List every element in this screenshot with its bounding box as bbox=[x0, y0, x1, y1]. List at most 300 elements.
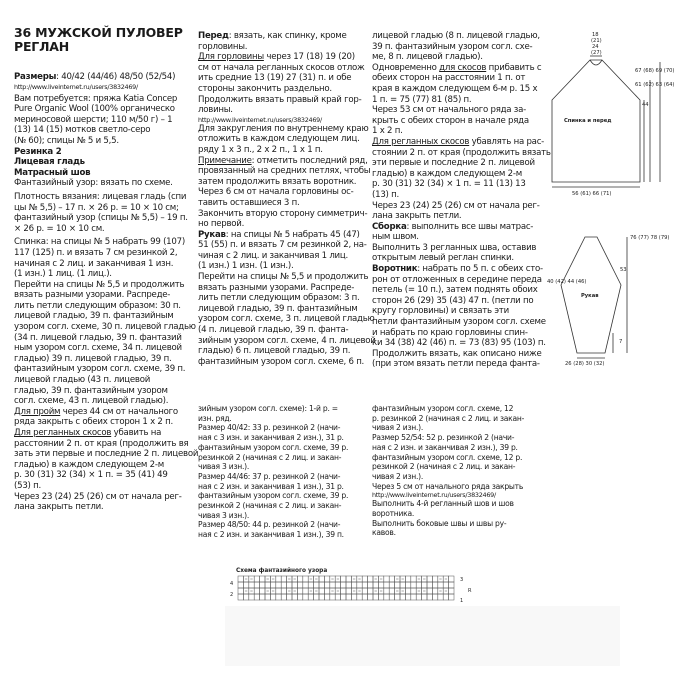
chart-cell bbox=[346, 594, 351, 600]
chart-cell bbox=[389, 582, 394, 588]
text-line: : набрать по 5 п. с обеих сто- bbox=[417, 264, 543, 275]
text-line: через 44 см от начального bbox=[60, 406, 178, 417]
text-line: 1 п. = 75 (77) 81 (85) п. bbox=[372, 94, 472, 105]
text-line: и набрать по краю горловины спин- bbox=[372, 327, 528, 338]
text-line: гладью) 6 п. лицевой гладью, 39 п. bbox=[198, 346, 351, 357]
text-line: гладью, 39 п. фантазийным узором bbox=[14, 385, 168, 396]
chart-cell bbox=[292, 594, 297, 600]
chart-cell bbox=[384, 582, 389, 588]
text-line: чивая 3 изн.). bbox=[198, 510, 250, 520]
chart-cell bbox=[384, 588, 389, 594]
text-line: зать эти первые и последние 2 п. лицевой bbox=[14, 449, 199, 460]
text-line: вязать разными узорами. Распреде- bbox=[14, 290, 171, 301]
text-line: ным швом. bbox=[372, 232, 419, 243]
text-line: цы № 5,5) – 17 п. × 26 р. = 10 × 10 см; bbox=[14, 202, 179, 213]
text-line: Плотность вязания: лицевая гладь (спи bbox=[14, 191, 187, 202]
text-line: (4 п. лицевой гладью, 39 п. фанта- bbox=[198, 325, 349, 336]
chart-cell bbox=[449, 588, 454, 594]
collar-label: Воротник bbox=[372, 264, 418, 275]
text-line: края в каждом следующем 6-м р. 15 х bbox=[372, 83, 538, 94]
chart-cell bbox=[405, 594, 410, 600]
page-title bbox=[14, 26, 183, 54]
dim-right: 53 bbox=[620, 267, 627, 273]
column-3-bottom bbox=[372, 404, 532, 538]
text-line: (при этом вязать петли переда фанта- bbox=[372, 359, 540, 370]
chart-cell bbox=[335, 582, 340, 588]
chart-cell bbox=[303, 588, 308, 594]
text-line: лицевой гладью, 39 п. фантазийным bbox=[14, 311, 174, 322]
text-line: (№ 60); спицы № 5 и 5,5. bbox=[14, 135, 119, 146]
chart-cell bbox=[260, 582, 265, 588]
chart-cell bbox=[341, 594, 346, 600]
chart-cell bbox=[427, 576, 432, 582]
column-2 bbox=[198, 31, 376, 367]
text-line: петли фантазийным узором согл. схеме bbox=[372, 317, 546, 328]
text-line: ная с 2 изн. и заканчивая 1 изн.), 39 п. bbox=[198, 530, 344, 540]
text-line: × 26 р. = 10 × 10 см. bbox=[14, 223, 105, 234]
chart-grid bbox=[238, 576, 454, 600]
text-line: кругу горловины) и связать эти bbox=[372, 306, 509, 317]
armhole bbox=[14, 407, 178, 418]
chart-cell bbox=[319, 576, 324, 582]
text-line: ме, 8 п. лицевой гладью). bbox=[372, 52, 483, 63]
chart-cell bbox=[411, 576, 416, 582]
chart-cell bbox=[389, 594, 394, 600]
text-line: ная с 3 изн. и заканчивая 2 изн.), 31 р. bbox=[198, 433, 344, 443]
text-line: 117 (125) п. и вязать 7 см резинкой 2, bbox=[14, 247, 178, 258]
source-url: http://www.liveinternet.ru/users/3832469/ bbox=[372, 491, 496, 500]
dim-right: 67 (68) 69 (70) bbox=[635, 68, 675, 74]
text-line: (1 изн.) 1 лиц. (1 лиц.). bbox=[14, 269, 112, 280]
text-line: обеих сторон на расстоянии 1 п. от bbox=[372, 73, 526, 84]
source-url: http://www.liveinternet.ru/users/3832469/ bbox=[198, 115, 322, 124]
text-line: чивая 2 изн.). bbox=[372, 423, 424, 433]
text-line: Размер 52/54: 52 р. резинкой 2 (начи- bbox=[372, 433, 515, 443]
chart-cell bbox=[373, 594, 378, 600]
stitch-fancy: Фантазийный узор: вязать по схеме. bbox=[14, 178, 173, 189]
text-line: отложить в каждом следующем лиц. bbox=[198, 134, 360, 145]
text-line: 39 п. фантазийным узором согл. схе- bbox=[372, 41, 533, 52]
chart-cell bbox=[405, 582, 410, 588]
text-line: 51 (55) п. и вязать 7 см резинкой 2, на- bbox=[198, 240, 367, 251]
chart-cell bbox=[411, 594, 416, 600]
text-line: Продолжить вязать правый край гор- bbox=[198, 94, 362, 105]
dim-top: (27) bbox=[591, 50, 602, 56]
chart-cell bbox=[432, 576, 437, 582]
chart-cell bbox=[297, 576, 302, 582]
text-line: лить петли следующим образом: 30 п. bbox=[14, 300, 181, 311]
chart-cell bbox=[238, 582, 243, 588]
text-line: Размер 40/42: 33 р. резинкой 2 (начи- bbox=[198, 423, 341, 433]
row-label: 3 bbox=[460, 577, 464, 583]
chart-cell bbox=[427, 582, 432, 588]
chart-cell bbox=[432, 594, 437, 600]
stitch-rib: Резинка 2 bbox=[14, 146, 62, 157]
column-1 bbox=[14, 72, 199, 513]
chart-cell bbox=[314, 582, 319, 588]
text-line: Выполнить 4-й регланный шов и шов bbox=[372, 499, 514, 509]
text-line: : отметить последний ряд, bbox=[251, 155, 368, 166]
chart-cell bbox=[411, 582, 416, 588]
chart-cell bbox=[324, 594, 329, 600]
chart-cell bbox=[443, 582, 448, 588]
text-line: резинкой 2 (начиная с 2 лиц. и закан- bbox=[198, 501, 342, 511]
text-line: Через 23 (24) 25 (26) см от начала рег- bbox=[14, 491, 182, 502]
text-line: рон от отложенных в середине переда bbox=[372, 274, 542, 285]
chart-cell bbox=[411, 588, 416, 594]
chart-cell bbox=[362, 594, 367, 600]
dim-top: (21) bbox=[591, 38, 602, 44]
text-line: ловины. bbox=[198, 105, 233, 116]
text-line: убавить на bbox=[111, 428, 162, 438]
text-line: гладью) 39 п. лицевой гладью, 39 п. bbox=[14, 353, 172, 364]
increase-label: для скосов bbox=[439, 62, 487, 73]
text-line: воротника. bbox=[372, 509, 415, 519]
text-line: р. 30 (31) 32 (34) × 1 п. = 35 (41) 49 bbox=[14, 470, 168, 481]
chart-cell bbox=[449, 576, 454, 582]
dim-bottom: 26 (28) 30 (32) bbox=[565, 361, 605, 367]
chart-cell bbox=[427, 588, 432, 594]
chart-cell bbox=[324, 576, 329, 582]
text-line: резинкой 2 (начиная с 2 лиц. и закан- bbox=[198, 452, 342, 462]
pattern-chart bbox=[230, 566, 480, 606]
chart-cell bbox=[400, 582, 405, 588]
text-line: р. резинкой 2 (начиная с 2 лиц. и закан- bbox=[372, 413, 525, 423]
text-line: кавов. bbox=[372, 528, 396, 538]
note-label: Примечание bbox=[198, 155, 252, 166]
chart-cell bbox=[395, 582, 400, 588]
text-line: лана закрыть петли. bbox=[14, 502, 104, 513]
chart-cell bbox=[238, 594, 243, 600]
text-line: лицевой гладью (8 п. лицевой гладью, bbox=[372, 31, 540, 41]
chart-cell bbox=[351, 582, 356, 588]
chart-cell bbox=[357, 594, 362, 600]
text-line: лить петли следующим образом: 3 п. bbox=[198, 293, 360, 304]
chart-cell bbox=[297, 582, 302, 588]
text-line: Выполнить 3 регланных шва, оставив bbox=[372, 242, 537, 253]
chart-cell bbox=[276, 588, 281, 594]
chart-cell bbox=[314, 594, 319, 600]
text-line: : на спицы № 5 набрать 45 (47) bbox=[225, 229, 360, 240]
chart-cell bbox=[260, 576, 265, 582]
text-line: чиная с 2 лиц. и заканчивая 1 лиц. bbox=[198, 250, 348, 261]
text-line: (13) 14 (15) мотков светло-серо bbox=[14, 125, 151, 136]
chart-cell bbox=[265, 582, 270, 588]
stitch-stockinette: Лицевая гладь bbox=[14, 157, 85, 168]
chart-cell bbox=[341, 576, 346, 582]
text-line: чивая 2 изн.). bbox=[372, 471, 424, 481]
materials bbox=[14, 94, 178, 147]
text-line: Для закругления по внутреннему краю bbox=[198, 123, 369, 134]
text-line: Через 23 (24) 25 (26) см от начала рег- bbox=[372, 200, 540, 211]
sizes: Размеры: 40/42 (44/46) 48/50 (52/54) bbox=[14, 72, 176, 82]
text-line: открытым левый реглан спинки. bbox=[372, 253, 514, 264]
chart-cell bbox=[303, 582, 308, 588]
chart-title: Схема фантазийного узора bbox=[236, 568, 328, 574]
text-line: провязанный на средних петлях, чтобы bbox=[198, 166, 371, 177]
chart-cell bbox=[395, 594, 400, 600]
text-line: (34 п. лицевой гладью, 39 п. фантазий bbox=[14, 332, 182, 343]
text-line: Через 5 см от начального ряда закрыть bbox=[372, 481, 524, 491]
text-line: ряду 1 х 3 п., 2 х 2 п., 1 х 1 п. bbox=[198, 144, 323, 155]
text-line: фантазийным узором согл. схеме, 12 р. bbox=[372, 452, 523, 462]
text-line: : выполнить все швы матрас- bbox=[406, 221, 534, 232]
row-label: R bbox=[468, 588, 472, 594]
dim-right: 76 (77) 78 (79) bbox=[630, 235, 670, 241]
text-line: лицевой гладью (43 п. лицевой bbox=[14, 375, 151, 386]
column-2-bottom bbox=[198, 404, 358, 540]
text-line: Pure Organic Wool (100% органическо bbox=[14, 104, 175, 115]
chart-cell bbox=[335, 594, 340, 600]
text-line: ным узором согл. схеме, 34 п. лицевой bbox=[14, 343, 182, 354]
text-line: р. 30 (31) 32 (34) × 1 п. = 11 (13) 13 bbox=[372, 179, 526, 190]
chart-cell bbox=[373, 582, 378, 588]
text-line: фантазийным узором согл. схеме, 39 р. bbox=[198, 491, 349, 501]
text-line: ная с 2 изн. и заканчивая 1 изн.), 31 р. bbox=[198, 481, 344, 491]
row-label: 4 bbox=[230, 581, 234, 587]
text-line: Выполнить боковые швы и швы ру- bbox=[372, 518, 507, 528]
chart-cell bbox=[281, 594, 286, 600]
chart-cell bbox=[341, 588, 346, 594]
piece-label: Рукав bbox=[581, 293, 599, 299]
back-instructions bbox=[14, 237, 196, 407]
text-line: согл. схеме, 43 п. лицевой гладью). bbox=[14, 396, 169, 407]
assembly-label: Сборка bbox=[372, 221, 407, 232]
row-label: 2 bbox=[230, 592, 234, 598]
text-line: узором согл. схеме, 3 п. лицевой гладью bbox=[198, 314, 375, 325]
text-line: тавить оставшиеся 3 п. bbox=[198, 197, 300, 208]
chart-cell bbox=[319, 594, 324, 600]
text-line: Одновременно для скосов прибавить с bbox=[372, 62, 542, 73]
chart-cell bbox=[308, 594, 313, 600]
chart-cell bbox=[303, 594, 308, 600]
chart-cell bbox=[449, 594, 454, 600]
source-url: http://www.liveinternet.ru/users/3832469/ bbox=[14, 82, 138, 91]
text-line: изн. ряд. bbox=[198, 413, 232, 423]
chart-cell bbox=[270, 582, 275, 588]
text-line: фантазийным узором согл. схеме, 39 р. bbox=[198, 442, 349, 452]
text-line: чивая 3 изн.). bbox=[198, 462, 250, 472]
text-line: Размер 44/46: 37 р. резинкой 2 (начи- bbox=[198, 471, 341, 481]
raglan-label: Для регланных скосов bbox=[372, 136, 470, 147]
chart-cell bbox=[249, 582, 254, 588]
chart-cell bbox=[389, 588, 394, 594]
dim-right: 44 bbox=[642, 102, 649, 108]
text-line: ить средние 13 (19) 27 (31) п. и обе bbox=[198, 73, 352, 84]
chart-cell bbox=[281, 588, 286, 594]
chart-cell bbox=[276, 594, 281, 600]
chart-cell bbox=[319, 588, 324, 594]
title-line: РЕГЛАН bbox=[14, 39, 69, 54]
chart-cell bbox=[243, 594, 248, 600]
chart-cell bbox=[297, 594, 302, 600]
text-line: см от начала регланных скосов отлож bbox=[198, 62, 365, 73]
text-line: эти первые и последние 2 п. лицевой bbox=[372, 158, 535, 169]
text-line: но первой. bbox=[198, 219, 245, 230]
chart-cell bbox=[287, 594, 292, 600]
sleeve-schematic bbox=[545, 225, 680, 365]
dim-bottom: 56 (61) 66 (71) bbox=[572, 191, 612, 197]
chart-cell bbox=[287, 582, 292, 588]
chart-cell bbox=[303, 576, 308, 582]
chart-cell bbox=[438, 582, 443, 588]
chart-cell bbox=[378, 594, 383, 600]
scan-shadow bbox=[225, 606, 620, 666]
text-line: фантазийный узор (спицы № 5,5) – 19 п. bbox=[14, 213, 188, 224]
text-line: Перейти на спицы № 5,5 и продолжить bbox=[14, 279, 185, 290]
chart-cell bbox=[265, 594, 270, 600]
chart-cell bbox=[438, 594, 443, 600]
text-line: Продолжить вязать, как описано ниже bbox=[372, 348, 542, 359]
chart-cell bbox=[281, 582, 286, 588]
chart-cell bbox=[254, 594, 259, 600]
text-line: крыть с обеих сторон в начале ряда bbox=[372, 115, 529, 126]
chart-cell bbox=[362, 576, 367, 582]
chart-cell bbox=[254, 588, 259, 594]
dim-right: 7 bbox=[619, 339, 623, 345]
text-line: (53) п. bbox=[14, 480, 41, 491]
raglan bbox=[14, 428, 178, 439]
chart-cell bbox=[405, 588, 410, 594]
text-line: убавлять на рас- bbox=[469, 136, 545, 147]
chart-cell bbox=[432, 582, 437, 588]
text-line: зийным узором согл. схеме, 4 п. лицевой bbox=[198, 335, 376, 346]
chart-cell bbox=[416, 582, 421, 588]
chart-cell bbox=[400, 594, 405, 600]
dim-top: 24 bbox=[592, 44, 599, 50]
text-line: горловины. bbox=[198, 41, 248, 52]
chart-cell bbox=[324, 588, 329, 594]
text-line: расстоянии 2 п. от края (продолжить вя bbox=[14, 438, 189, 449]
chart-cell bbox=[427, 594, 432, 600]
text-line: Через 6 см от начала горловины ос- bbox=[198, 187, 354, 198]
text-line: начиная с 2 лиц. и заканчивая 1 изн. bbox=[14, 258, 174, 269]
chart-cell bbox=[368, 588, 373, 594]
chart-cell bbox=[330, 582, 335, 588]
text-line: ки 34 (38) 42 (46) п. = 73 (83) 95 (103) п. bbox=[372, 338, 546, 349]
raglan-label: Для регланных скосов bbox=[14, 428, 112, 438]
text-line: Размер 48/50: 44 р. резинкой 2 (начи- bbox=[198, 520, 341, 530]
chart-cell bbox=[281, 576, 286, 582]
text-line: стороны закончить раздельно. bbox=[198, 83, 332, 94]
neck-curve bbox=[590, 60, 602, 65]
text-line: зийным узором согл. схеме): 1-й р. = bbox=[198, 404, 338, 413]
text-line: (13) п. bbox=[372, 189, 399, 200]
chart-cell bbox=[308, 582, 313, 588]
chart-cell bbox=[341, 582, 346, 588]
chart-cell bbox=[368, 576, 373, 582]
chart-cell bbox=[330, 594, 335, 600]
dim-left: 40 (42) 44 (46) bbox=[547, 279, 587, 285]
text-line: Вам потребуется: пряжа Katia Concep bbox=[14, 93, 178, 104]
chart-cell bbox=[276, 576, 281, 582]
text-line: Перейти на спицы № 5,5 и продолжить bbox=[198, 272, 369, 283]
chart-cell bbox=[346, 576, 351, 582]
chart-cell bbox=[238, 576, 243, 582]
text-line: через 17 (18) 19 (20) bbox=[263, 52, 355, 63]
column-3 bbox=[372, 31, 551, 370]
chart-cell bbox=[324, 582, 329, 588]
chart-cell bbox=[292, 582, 297, 588]
neck-label: Для горловины bbox=[198, 52, 264, 63]
chart-cell bbox=[384, 594, 389, 600]
stitch-mattress: Матрасный шов bbox=[14, 167, 91, 178]
dim-right: 61 (62) 63 (64) bbox=[635, 82, 675, 88]
chart-cell bbox=[260, 594, 265, 600]
text-line: фантазийным узором согл. схеме, 39 п. bbox=[14, 364, 186, 375]
chart-cell bbox=[443, 594, 448, 600]
text-line: ряда закрыть с обеих сторон 1 х 2 п. bbox=[14, 417, 173, 428]
text-line: затем продолжить вязать воротник. bbox=[198, 176, 357, 187]
chart-cell bbox=[238, 588, 243, 594]
chart-cell bbox=[276, 582, 281, 588]
text-line: ная с 2 изн. и заканчивая 2 изн.), 39 р. bbox=[372, 442, 518, 452]
chart-cell bbox=[254, 582, 259, 588]
chart-cell bbox=[422, 594, 427, 600]
text-line: резинкой 2 (начиная с 2 лиц. и закан- bbox=[372, 462, 516, 472]
chart-cell bbox=[389, 576, 394, 582]
text-line: вязать разными узорами. Распреде- bbox=[198, 282, 355, 293]
dim-top: 18 bbox=[592, 32, 599, 38]
chart-cell bbox=[319, 582, 324, 588]
text-line: Спинка: на спицы № 5 набрать 99 (107) bbox=[14, 237, 185, 248]
chart-cell bbox=[422, 582, 427, 588]
chart-cell bbox=[297, 588, 302, 594]
text-line: стоянии 2 п. от края (продолжить вязать bbox=[372, 147, 551, 158]
text-line: сторон 26 (29) 35 (43) 47 п. (петли по bbox=[372, 295, 534, 306]
front-label: Перед bbox=[198, 31, 229, 41]
text-line: гладью) в каждом следующем 2-м bbox=[14, 459, 164, 470]
chart-cell bbox=[357, 582, 362, 588]
piece-label: Спинка и перед bbox=[564, 118, 612, 124]
chart-cell bbox=[368, 594, 373, 600]
chart-cell bbox=[243, 582, 248, 588]
chart-cell bbox=[362, 588, 367, 594]
row-label: 1 bbox=[460, 598, 464, 604]
text-line: (1 изн.) 1 изн. (1 изн.). bbox=[198, 261, 294, 272]
text-line: узором согл. схеме, 30 п. лицевой гладью bbox=[14, 322, 196, 333]
chart-cell bbox=[254, 576, 259, 582]
chart-cell bbox=[249, 594, 254, 600]
chart-cell bbox=[405, 576, 410, 582]
text-line: мериносовой шерсти; 110 м/50 г) – 1 bbox=[14, 114, 173, 125]
text-line: 1 х 2 п. bbox=[372, 126, 403, 137]
chart-cell bbox=[351, 594, 356, 600]
text-line: лана закрыть петли. bbox=[372, 211, 462, 222]
text-line: фантазийным узором согл. схеме, 12 bbox=[372, 404, 514, 413]
chart-cell bbox=[368, 582, 373, 588]
density bbox=[14, 191, 188, 234]
chart-cell bbox=[384, 576, 389, 582]
armhole-label: Для пройм bbox=[14, 406, 61, 417]
chart-cell bbox=[346, 582, 351, 588]
chart-cell bbox=[378, 582, 383, 588]
chart-cell bbox=[346, 588, 351, 594]
chart-cell bbox=[449, 582, 454, 588]
chart-cell bbox=[432, 588, 437, 594]
text-line: Закончить вторую сторону симметрич- bbox=[198, 208, 368, 219]
chart-cell bbox=[362, 582, 367, 588]
text-line: Через 53 см от начального ряда за- bbox=[372, 105, 526, 116]
chart-cell bbox=[416, 594, 421, 600]
text-line: гладью) в каждом следующем 2-м bbox=[372, 168, 522, 179]
chart-cell bbox=[260, 588, 265, 594]
text-line: : вязать, как спинку, кроме bbox=[228, 31, 347, 41]
text-line: петель (= 10 п.), затем поднять обоих bbox=[372, 285, 538, 296]
chart-cell bbox=[270, 594, 275, 600]
text-line: лицевой гладью, 39 п. фантазийным bbox=[198, 303, 358, 314]
title-line: 36 МУЖСКОЙ ПУЛОВЕР bbox=[14, 25, 183, 40]
